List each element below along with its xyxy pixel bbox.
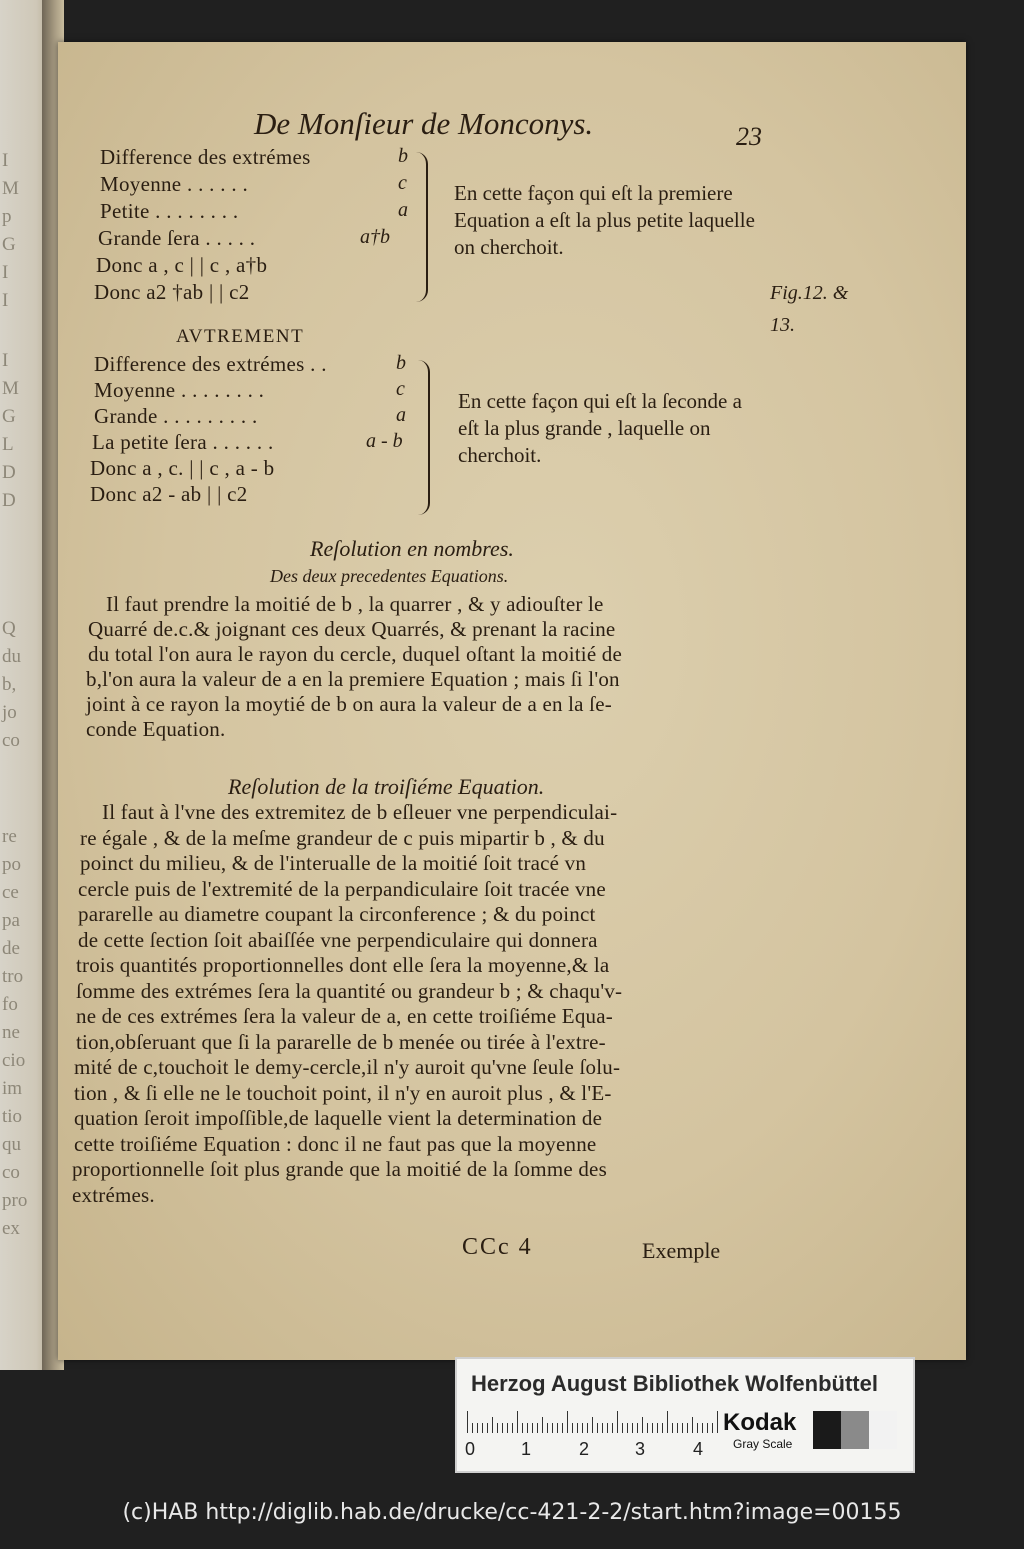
ruler-tick [682, 1423, 683, 1433]
ruler-tick [687, 1423, 688, 1433]
body-line: cette troiſiéme Equation : donc il ne faut pas que la moyenne [74, 1132, 597, 1156]
ruler-tick [597, 1423, 598, 1433]
table2-row-value: c [396, 378, 405, 400]
previous-page-fragment: L [2, 434, 14, 455]
ruler-tick [477, 1423, 478, 1433]
margin-note-line-2: 13. [770, 314, 795, 336]
ruler-tick [627, 1423, 628, 1433]
ruler-tick [592, 1417, 593, 1433]
table2-row-value: a [396, 404, 406, 426]
body-line: tion,obſeruant que ſi la pararelle de b menée ou tirée à l'extre- [76, 1030, 606, 1054]
body-line: poinct du milieu, & de l'interualle de la moitié ſoit tracé vn [80, 851, 587, 875]
ruler-label: 4 [693, 1439, 704, 1459]
ruler-tick [527, 1423, 528, 1433]
previous-page-fragment: p [2, 206, 12, 227]
previous-page-fragment: du [2, 646, 21, 667]
table1-row-label: Moyenne . . . . . . [100, 172, 249, 196]
ruler-tick [667, 1411, 668, 1433]
ruler-tick [507, 1423, 508, 1433]
ruler-tick [677, 1423, 678, 1433]
table1-row-value: c [398, 172, 407, 194]
previous-page-fragment: jo [2, 702, 17, 723]
previous-page-fragment: G [2, 234, 16, 255]
previous-page-fragment: co [2, 730, 20, 751]
previous-page-fragment: im [2, 1078, 23, 1099]
table1-row-value: b [398, 145, 408, 167]
ruler-tick [657, 1423, 658, 1433]
body-line: ne de ces extrémes ſera la valeur de a, en cette troiſiéme Equa- [76, 1004, 613, 1028]
ruler-tick [617, 1411, 618, 1433]
body-line: re égale , & de la meſme grandeur de c puis mipartir b , & du [80, 826, 605, 850]
ruler-tick [472, 1423, 473, 1433]
previous-page-fragment: de [2, 938, 20, 959]
body-line: trois quantités proportionnelles dont elle ſera la moyenne,& la [76, 953, 610, 977]
table2-row-label: Donc a , c. | | c , a - b [90, 456, 275, 480]
footer-credit: (c)HAB http://diglib.hab.de/drucke/cc-421-2-2/start.htm?image=00155 [122, 1500, 902, 1525]
previous-page-fragment: fo [2, 994, 18, 1015]
ruler-tick [712, 1423, 713, 1433]
margin-note-line-1: Fig.12. & [770, 282, 849, 304]
previous-page-fragment: b, [2, 674, 17, 695]
ruler-tick [497, 1423, 498, 1433]
previous-page-fragment: I [2, 350, 9, 371]
section2-heading: Reſolution de la troiſiéme Equation. [228, 774, 545, 799]
ruler-tick [557, 1423, 558, 1433]
ruler-tick [487, 1423, 488, 1433]
ruler-tick [492, 1417, 493, 1433]
table2-note: En cette façon qui eſt la ſeconde a eſt la plus grande , laquelle on cherchoit. [458, 389, 742, 467]
table1-row-label: Petite . . . . . . . . [100, 199, 239, 223]
book-page [58, 42, 966, 1360]
ruler-tick [642, 1417, 643, 1433]
measurement-ruler [467, 1411, 717, 1433]
previous-page-fragment: cio [2, 1050, 26, 1071]
ruler-tick [647, 1423, 648, 1433]
body-line: quation ſeroit impoſſible,de laquelle vient la determination de [74, 1106, 603, 1130]
previous-page-fragment: ex [2, 1218, 20, 1239]
table1-row-label: Grande ſera . . . . . [98, 226, 256, 250]
ruler-tick [552, 1423, 553, 1433]
body-line: mité de c,touchoit le demy-cercle,il n'y auroit qu'vne ſeule ſolu- [74, 1055, 621, 1079]
ruler-tick [622, 1423, 623, 1433]
previous-page-fragment: po [2, 854, 21, 875]
ruler-tick [467, 1411, 468, 1433]
previous-page-fragment: ne [2, 1022, 20, 1043]
previous-page-fragment: qu [2, 1134, 21, 1155]
ruler-tick [607, 1423, 608, 1433]
ruler-tick [567, 1411, 568, 1433]
table2-row-label: Grande . . . . . . . . . [94, 404, 258, 428]
section1-heading: Reſolution en nombres. [310, 536, 514, 561]
ruler-tick [702, 1423, 703, 1433]
ruler-tick [572, 1423, 573, 1433]
gray-scale-swatches [813, 1411, 897, 1449]
ruler-tick [522, 1423, 523, 1433]
ruler-tick [662, 1423, 663, 1433]
body-line: proportionnelle ſoit plus grande que la moitié de la ſomme des [72, 1157, 607, 1181]
ruler-tick [587, 1423, 588, 1433]
previous-page-fragment: tro [2, 966, 24, 987]
ruler-tick [482, 1423, 483, 1433]
table1-note: En cette façon qui eſt la premiere Equation a eſt la plus petite laquelle on cherchoit. [454, 181, 755, 259]
table1-row-label: Difference des extrémes [100, 145, 311, 169]
previous-page-fragment: pro [2, 1190, 28, 1211]
body-line: conde Equation. [86, 717, 226, 741]
body-line: pararelle au diametre coupant la circonference ; & du poinct [78, 902, 596, 926]
body-line: du total l'on aura le rayon du cercle, duquel oſtant la moitié de [88, 642, 623, 666]
table1-row-value: a†b [360, 226, 390, 248]
ruler-tick [652, 1423, 653, 1433]
previous-page-fragment: ce [2, 882, 19, 903]
previous-page-fragment: D [2, 490, 16, 511]
ruler-label: 2 [579, 1439, 590, 1459]
previous-page-fragment: M [2, 378, 19, 399]
table1-row-value: a [398, 199, 408, 221]
table2-row-label: La petite ſera . . . . . . [92, 430, 274, 454]
table2-row-value: b [396, 352, 406, 374]
body-line: joint à ce rayon la moytié de b on aura la valeur de a en la ſe- [86, 692, 612, 716]
ruler-tick [632, 1423, 633, 1433]
ruler-tick [672, 1423, 673, 1433]
kodak-logo: Kodak [723, 1409, 797, 1436]
body-line: Il faut prendre la moitié de b , la quarrer , & y adiouſter le [106, 592, 604, 616]
ruler-tick [717, 1411, 718, 1433]
table1-row-label: Donc a2 †ab | | c2 [94, 280, 250, 304]
table2-row-value: a - b [366, 430, 403, 452]
ruler-tick [542, 1417, 543, 1433]
table2-row-label: Donc a2 - ab | | c2 [90, 482, 248, 506]
gray-scale-label: Gray Scale [733, 1437, 793, 1451]
body-line: ſomme des extrémes ſera la quantité ou grandeur b ; & chaqu'v- [76, 979, 623, 1003]
previous-page-fragment: re [2, 826, 17, 847]
catchword: Exemple [642, 1238, 721, 1263]
ruler-tick [707, 1423, 708, 1433]
running-head: De Monſieur de Monconys. [254, 106, 594, 141]
ruler-tick [697, 1423, 698, 1433]
signature-mark: CCc 4 [462, 1234, 533, 1260]
previous-page-fragment: co [2, 1162, 20, 1183]
body-line: cercle puis de l'extremité de la perpandiculaire ſoit tracée vne [78, 877, 606, 901]
ruler-label: 0 [465, 1439, 476, 1459]
ruler-tick [582, 1423, 583, 1433]
previous-page-fragment: I [2, 262, 9, 283]
body-line: b,l'on aura la valeur de a en la premiere Equation ; mais ſi l'on [86, 667, 620, 691]
previous-page-fragment: pa [2, 910, 20, 931]
ruler-tick [517, 1411, 518, 1433]
body-line: extrémes. [72, 1183, 155, 1207]
previous-page-fragment: M [2, 178, 19, 199]
ruler-tick [547, 1423, 548, 1433]
body-line: Il faut à l'vne des extremitez de b eſleuer vne perpendiculai- [102, 800, 618, 824]
previous-page-fragment: G [2, 406, 16, 427]
ruler-tick [602, 1423, 603, 1433]
ruler-tick [537, 1423, 538, 1433]
section1-subheading: Des deux precedentes Equations. [270, 566, 509, 586]
body-line: tion , & ſi elle ne le touchoit point, il n'y en auroit plus , & l'E- [74, 1081, 612, 1105]
library-name: Herzog August Bibliothek Wolfenbüttel [471, 1371, 878, 1396]
previous-page-fragment: Q [2, 618, 16, 639]
ruler-label: 3 [635, 1439, 646, 1459]
table2-heading: AVTREMENT [176, 326, 305, 347]
swatch-gray [841, 1411, 869, 1449]
previous-page-fragment: tio [2, 1106, 23, 1127]
previous-page-fragment: D [2, 462, 16, 483]
ruler-label: 1 [521, 1439, 532, 1459]
color-target-card [455, 1357, 915, 1473]
previous-page-fragment: I [2, 290, 9, 311]
page-number: 23 [736, 122, 762, 151]
previous-page-fragment: I [2, 150, 9, 171]
ruler-tick [532, 1423, 533, 1433]
ruler-tick [637, 1423, 638, 1433]
ruler-tick [512, 1423, 513, 1433]
ruler-tick [502, 1423, 503, 1433]
body-line: Quarré de.c.& joignant ces deux Quarrés, & prenant la racine [88, 617, 616, 641]
body-line: de cette ſection ſoit abaiſſée vne perpendiculaire qui donnera [78, 928, 598, 952]
table2-row-label: Moyenne . . . . . . . . [94, 378, 265, 402]
table1-row-label: Donc a , c | | c , a†b [96, 253, 268, 277]
swatch-white [869, 1411, 897, 1449]
table1-brace [416, 152, 428, 302]
ruler-tick [562, 1423, 563, 1433]
ruler-tick [692, 1417, 693, 1433]
swatch-black [813, 1411, 841, 1449]
ruler-tick [577, 1423, 578, 1433]
table2-brace [418, 360, 430, 515]
table2-row-label: Difference des extrémes . . [94, 352, 327, 376]
ruler-tick [612, 1423, 613, 1433]
